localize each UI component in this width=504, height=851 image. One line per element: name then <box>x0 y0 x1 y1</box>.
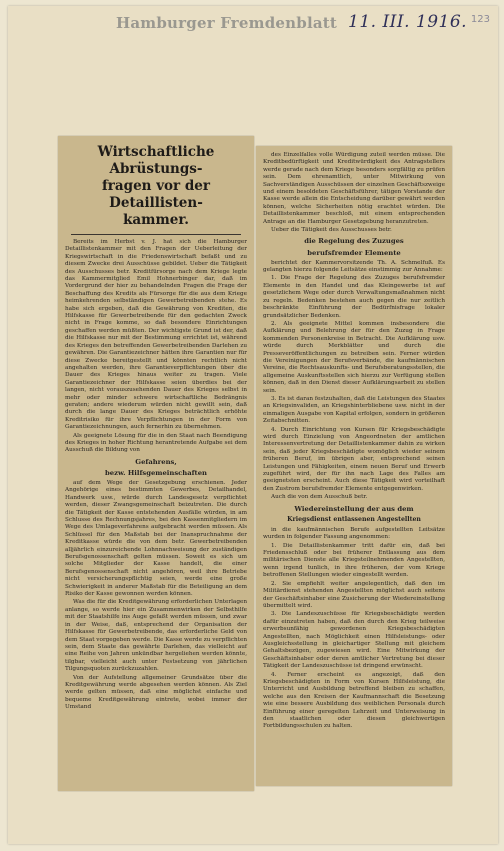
article-title <box>65 144 247 229</box>
paragraph: Auch die von dem Ausschuß betr. <box>271 494 368 501</box>
sheet-header <box>8 14 498 40</box>
subheading: Wiedereinstellung der aus dem <box>294 504 414 513</box>
paragraph: Was die für die Kreditgewährung erforderlichen Unterlagen anlange, so werde hier ein Zusammenwirken der Selbsthilfe mit der Staatshilfe ins Auge gefaßt werden müssen, und zwar in der Weise, daß, entsprechend der Organisation der Hilfskasse für Gewerbetreibende, das erforderliche Geld von dem Staat vorgegeben werde. Die Kasse werde zu verpflichten sein, dem Staate das gewährte Darlehen, das vielleicht auf eine Reihe von Jahren unkündbar hergeliehen werden könnte, tilgbar, vielleicht auch unter Festsetzung von jährlichen Tilgungsquoten zurückzuzahlen. <box>65 599 247 673</box>
paragraph: Von der Aufstellung allgemeiner Grundsätze über die Kreditgewährung werde abgesehen werden können. Als Ziel werde gelten müssen, daß eine möglichst einfache und bequeme Kreditgewährung eintrete, wobei immer der Umstand <box>65 674 247 711</box>
paragraph: des Einzelfalles volle Würdigung zuteil werden müsse. Die Kreditbedürftigkeit und Kreditwürdigkeit des Antragstellers werde gerade nach dem Kriege besonders sorgfältig zu prüfen sein. Dem ehrenamtlich, unter Mitwirkung von Sachverständigen Ausschüssen der einzelnen Geschäftszweige und einem besoldeten Geschäftsführer, tätigen Vorstande der Kasse werde allein die Entscheidung darüber gewährt werden können, welche Sicherheiten nötig erachtet würden. Die Detaillistenkammer beschloß, mit einem entsprechenden Antrage an die Hamburger Gesetzgebung heranzutreten. <box>263 152 445 225</box>
title-line: Wirtschaftliche Abrüstungs- <box>97 144 215 177</box>
title-line: fragen vor der Detaillisten- <box>101 178 210 211</box>
paragraph: auf dem Wege der Gesetzgebung erschienen. Jeder Angehörige eines bestimmten Gewerbes, Detailhandel, Handwerk usw., würde durch Landesgesetz verpflichtet werden, dieser Zwangsgemeinschaft beizutreten. Die durch die Tätigkeit der Kasse entstehenden Ausfälle würden, in am Schlusse des Rechnungsjahres, bei den Kassenmitgliedern im Wege des Umlageverfahrens aufgebracht werden müssen. Als Schlüssel für den Maßstab bei der Inanspruchnahme der Kreditkasse würde die von dem betr. Gewerbetreibenden alljährlich einzureichende Lohnnachweisung der zuständigen Berufsgenossenschaft gelten müssen. Soweit es sich um solche Mitglieder der Kasse handelt, die einer Berufsgenossenschaft nicht angehören, weil ihre Betriebe nicht versicherungspflichtig seien, werde eine große Schwierigkeit in anderer Maßstab für die Beteiligung an dem Risiko der Kasse gewonnen werden können. <box>65 479 247 598</box>
title-line: kammer. <box>123 212 189 228</box>
paragraph: 3. Es ist daran festzuhalten, daß die Leistungen des Staates an Kriegsinvaliden, an Kriegshinterbliebene usw. nicht in der einmaligen Ausgabe von Kapital erfolgen, sondern in größeren Zeitabschnitten. <box>263 395 445 425</box>
title-divider <box>71 234 241 235</box>
paragraph: in die kaufmännischen Berufe aufgestellten Leitsätze wurden in folgender Fassung angenommen: <box>263 526 445 541</box>
subheading: Gefahrens, <box>135 457 177 466</box>
paragraph: berichtet der Kammervorsitzende Th. A. Schmelfuß. Es gelangten hierzu folgende Leitsätze einstimmig zur Annahme: <box>263 259 445 274</box>
newspaper-stamp: Hamburger Fremdenblatt <box>116 14 338 32</box>
subheading: bezw. Hilfsgemeinschaften <box>105 469 207 478</box>
subheading: die Regelung des Zuzuges <box>304 237 404 246</box>
paragraph: 1. Die Frage der Regelung des Zuzuges berufsfremder Elemente in den Handel und das Kleingewerbe ist auf gesetzlichem Wege oder durch Verwaltungsmaßnahmen nicht zu regeln. Bedenken bestehen auch gegen die nur zeitlich beschränkte Einführung der Bedürfnisfrage lokaler grundsätzlicher Bedenken. <box>263 275 445 319</box>
paragraph: 4. Ferner erscheint es angezeigt, daß den Kriegsbeschädigten in Form von Kursen Hilfsleistung, die Unterricht und Ausbildung betreffend bleiben zu schaffen, welche aus den Kreisen der Kaufmannschaft die Besetzung wie eine bessere Ausbildung des weiblichen Personals durch Einführung einer geregelten Lehrzeit und Unterweisung in den staatlichen oder diesen gleichwertigen Fortbildungsschulen zu halten. <box>263 671 445 730</box>
paragraph: Als geeignete Lösung für die in den Staat nach Beendigung des Krieges in hoher Richtung herantretende Aufgabe sei dem Ausschuß die Bildung von <box>65 432 247 454</box>
paragraph: 2. Als geeignete Mittel kommen insbesondere die Aufklärung und Belehrung der für den Zuzug in Frage kommenden Personenkreise in Betracht. Die Aufklärung usw. würde durch Merkblätter und durch die Presseveröffentlichungen zu betreiben sein. Ferner würden die Vereinigungen der Berufsverbände, die kaufmännischen Vereine, die Rechtsauskunfts- und Berufsberatungsstellen, die allgemeine Auskunftsstellen sich hierzu zur Verfügung stellen können, daß in den Dienst dieser Aufklärungsarbeit zu stellen sein. <box>263 320 445 394</box>
handwritten-date: 11. III. 1916. <box>348 12 468 32</box>
paragraph: Bereits im Herbst v. J. hat sich die Hamburger Detaillistenkammer mit den Fragen der Ueberleitung der Kriegswirtschaft in die Friedenswirtschaft befaßt und zu diesem Zwecke drei Ausschüsse gebildet. Ueber die Tätigkeit des Ausschusses betr. Kreditfürsorge nach dem Kriege legte das Kammermitglied Emil Hohnerbinger dar, daß im Vordergrund der hier zu behandelnden Fragen die Frage der Beschaffung des Kredits als Fürsorge für die aus dem Kriege heimkehrenden selbständigen Gewerbetreibenden stehe. Es habe sich ergeben, daß die Gewährung von Krediten, die Hilfskasse für Gewerbetreibende für den gedachten Zweck nicht in Frage komme, so daß besondere Einrichtungen geschaffen werden müßten. Der wichtigste Grund ist der, daß die Hilfskasse nur mit der Bestimmung errichtet ist, während des Krieges den betreffenden Gewerbetreibenden Darlehen zu gewähren. Die Garantiezeichner hätten ihre Garantien nur für diese Zwecke bereitgestellt und könnten rechtlich nicht angehalten werden, ihre Garantieverpflichtungen über die Dauer des Krieges hinaus weiter zu tragen. Viele Garantiezeichner der Hilfskasse seien überdies bei der langen, nicht vorauszusehenden Dauer des Krieges selbst in mehr oder minder schwere wirtschaftliche Bedrängnis geraten; andere wiederum würden nicht gewillt sein, daß durch die lange Dauer des Krieges beträchtlich erhöhte Kreditrisiko für ihre Verpflichtungen in der Form von Garantiezeichnungen, auch fernerhin zu übernehmen. <box>65 239 247 431</box>
paragraph: Ueber die Tätigkeit des Ausschusses betr. <box>271 227 392 234</box>
clipping-left-column <box>58 136 254 791</box>
paragraph: 2. Sie empfiehlt weiter angelegentlich, daß den im Militärdienst stehenden Angestellten möglichst auch seitens der Geschäftsinhaber eine Zusicherung der Wiedereinstellung übermittelt wird. <box>263 580 445 609</box>
subheading: Kriegsdienst entlassenen Angestellten <box>287 516 421 524</box>
paragraph: 4. Durch Einrichtung von Kursen für Kriegsbeschädigte wird durch Einzielung von Angeordneten der amtlichen Interessenvertretung der Detaillistenkammer dahin zu wirken sein, daß jeder Kriegsbeschädigte womöglich wieder seinem früheren Beruf, im übrigen aber, entsprechend seinen Leistungen und Fähigkeiten, einem neuen Beruf und Erwerb zugeführt wird, der für ihn nach Lage des Falles am geeignetsten erscheint. Auch diese Tätigkeit wird vorteilhaft den Zustrom berufsfremder Elemente entgegenwirken. <box>263 426 445 492</box>
paragraph: 1. Die Detaillistenkammer tritt dafür ein, daß bei Friedensschluß oder bei früherer Entlassung aus dem militärischen Dienste alle Kriegsteilnehmenden Angestellten, wenn irgend tunlich, in ihre früheren, der vom Kriege betroffenen Stellungen wieder eingestellt werden. <box>263 542 445 579</box>
clipping-right-column <box>256 146 452 786</box>
subheading: berufsfremder Elemente <box>307 249 401 258</box>
archive-number: 123 <box>470 14 490 25</box>
paragraph: 3. Die Landeszuschüsse für Kriegsbeschädigte werden dafür einzutreten haben, daß den durch den Krieg teilweise erwerbsunfähig gewordenen Kriegsbeschädigten Angestellten, nach Möglichkeit einen Hilfsleistungs- oder Ausgleichsstellung in gleichartiger Stellung mit gleichem Gehaltsbezügen, zugewiesen wird. Eine Mitwirkung der Geschäftsinhaber oder deren amtlicher Vertretung bei dieser Tätigkeit der Landeszuschüsse ist dringend erwünscht. <box>263 611 445 670</box>
archive-sheet <box>8 6 498 844</box>
